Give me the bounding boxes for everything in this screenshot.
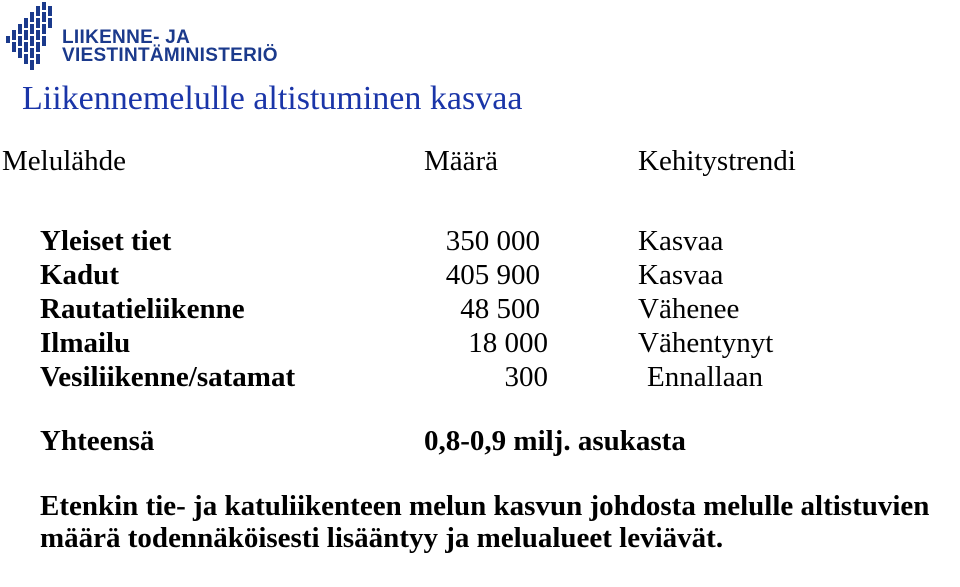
row-source: Kadut bbox=[40, 259, 119, 291]
row-amount: 48 500 bbox=[460, 293, 540, 325]
row-amount: 18 000 bbox=[468, 327, 548, 359]
row-amount: 300 bbox=[504, 361, 548, 393]
row-trend: Kasvaa bbox=[638, 225, 724, 257]
ministry-logo bbox=[4, 2, 284, 74]
row-source: Ilmailu bbox=[40, 327, 131, 359]
row-trend: Vähenee bbox=[638, 293, 740, 325]
row-amount: 405 900 bbox=[445, 259, 540, 291]
row-trend: Vähentynyt bbox=[638, 327, 774, 359]
logo-line-1: LIIKENNE- JA bbox=[62, 27, 191, 48]
summary-note: Etenkin tie- ja katuliikenteen melun kasvun johdosta melulle altistuvien määrä todennäköisesti lisääntyy ja melualueet leviävät. bbox=[40, 490, 930, 554]
row-trend: Ennallaan bbox=[647, 361, 763, 393]
row-trend: Kasvaa bbox=[638, 259, 724, 291]
total-label: Yhteensä bbox=[40, 425, 155, 457]
row-source: Vesiliikenne/satamat bbox=[40, 361, 296, 393]
row-source: Yleiset tiet bbox=[40, 225, 172, 257]
row-amount: 350 000 bbox=[445, 225, 540, 257]
header-source: Melulähde bbox=[2, 145, 127, 177]
logo-mark-icon bbox=[4, 2, 60, 74]
logo-line-2: VIESTINTÄMINISTERIÖ bbox=[62, 45, 278, 66]
row-source: Rautatieliikenne bbox=[40, 293, 245, 325]
total-value: 0,8-0,9 milj. asukasta bbox=[424, 425, 686, 457]
page-title: Liikennemelulle altistuminen kasvaa bbox=[22, 80, 523, 117]
header-trend: Kehitystrendi bbox=[638, 145, 796, 177]
header-amount: Määrä bbox=[424, 145, 499, 177]
